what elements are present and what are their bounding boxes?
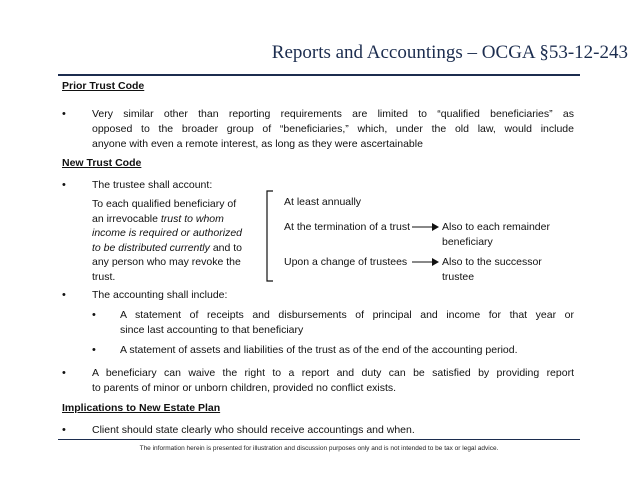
text-line: To each qualified beneficiary of xyxy=(92,198,237,210)
timing-termination: At the termination of a trust xyxy=(284,221,411,233)
account-intro: The trustee shall account: xyxy=(92,179,213,191)
include-intro: The accounting shall include: xyxy=(92,289,228,301)
paragraph-line: opposed to the broader group of “beneficiaries,” which, under the old law, would include xyxy=(92,123,574,135)
bullet-icon: • xyxy=(62,424,66,436)
bullet-icon: • xyxy=(62,108,66,120)
disclaimer-footer: The information herein is presented for illustration and discussion purposes only and is not intended to be tax or legal advice. xyxy=(139,445,499,452)
change-note-line1: Also to the successor xyxy=(442,256,542,268)
bullet-icon: • xyxy=(92,309,96,321)
bracket-icon xyxy=(263,190,275,282)
title-divider xyxy=(58,74,580,76)
paragraph-line: A statement of receipts and disbursements of principal and income for that year or xyxy=(120,309,574,321)
paragraph-line: A beneficiary can waive the right to a report and duty can be satisfied by providing report xyxy=(92,367,574,379)
new-trust-code-heading: New Trust Code xyxy=(62,157,142,169)
text-line xyxy=(92,241,242,256)
page-title: Reports and Accountings – OCGA §53-12-243 xyxy=(271,42,628,63)
include-item-assets: A statement of assets and liabilities of the trust as of the end of the accounting period. xyxy=(120,344,518,356)
italic-line: income is required or authorized xyxy=(92,227,242,239)
prior-trust-code-heading: Prior Trust Code xyxy=(62,80,145,92)
bullet-icon: • xyxy=(92,344,96,356)
waive-paragraph xyxy=(92,366,574,396)
arrow-right-icon xyxy=(412,257,440,267)
text-line: trust. xyxy=(92,270,116,283)
termination-note-line2: beneficiary xyxy=(442,236,493,248)
text-fragment: an irrevocable xyxy=(92,212,161,225)
qualified-beneficiary-text xyxy=(92,197,242,284)
text-line xyxy=(92,212,242,227)
timing-change-of-trustees: Upon a change of trustees xyxy=(284,256,408,268)
footer-divider xyxy=(58,439,580,440)
change-note-line2: trustee xyxy=(442,271,475,283)
italic-fragment: trust to whom xyxy=(160,212,224,225)
prior-code-paragraph xyxy=(92,107,574,152)
paragraph-line: anyone with even a remote interest, as long as they were ascertainable xyxy=(92,138,423,150)
bullet-icon: • xyxy=(62,367,66,379)
bullet-icon: • xyxy=(62,179,66,191)
timing-annually: At least annually xyxy=(284,196,362,208)
text-fragment: and to xyxy=(209,241,243,254)
paragraph-line: since last accounting to that beneficiary xyxy=(120,324,304,336)
implications-item: Client should state clearly who should receive accountings and when. xyxy=(92,424,415,436)
text-line: any person who may revoke the xyxy=(92,256,241,268)
paragraph-line: Very similar other than reporting requirements are limited to “qualified beneficiaries” as xyxy=(92,108,574,120)
bullet-icon: • xyxy=(62,289,66,301)
paragraph-line: to parents of minor or unborn children, provided no conflict exists. xyxy=(92,382,397,394)
include-item-receipts xyxy=(120,308,574,338)
termination-note-line1: Also to each remainder xyxy=(442,221,550,233)
italic-fragment: to be distributed currently xyxy=(92,241,210,254)
implications-heading: Implications to New Estate Plan xyxy=(62,402,221,414)
arrow-right-icon xyxy=(412,222,440,232)
